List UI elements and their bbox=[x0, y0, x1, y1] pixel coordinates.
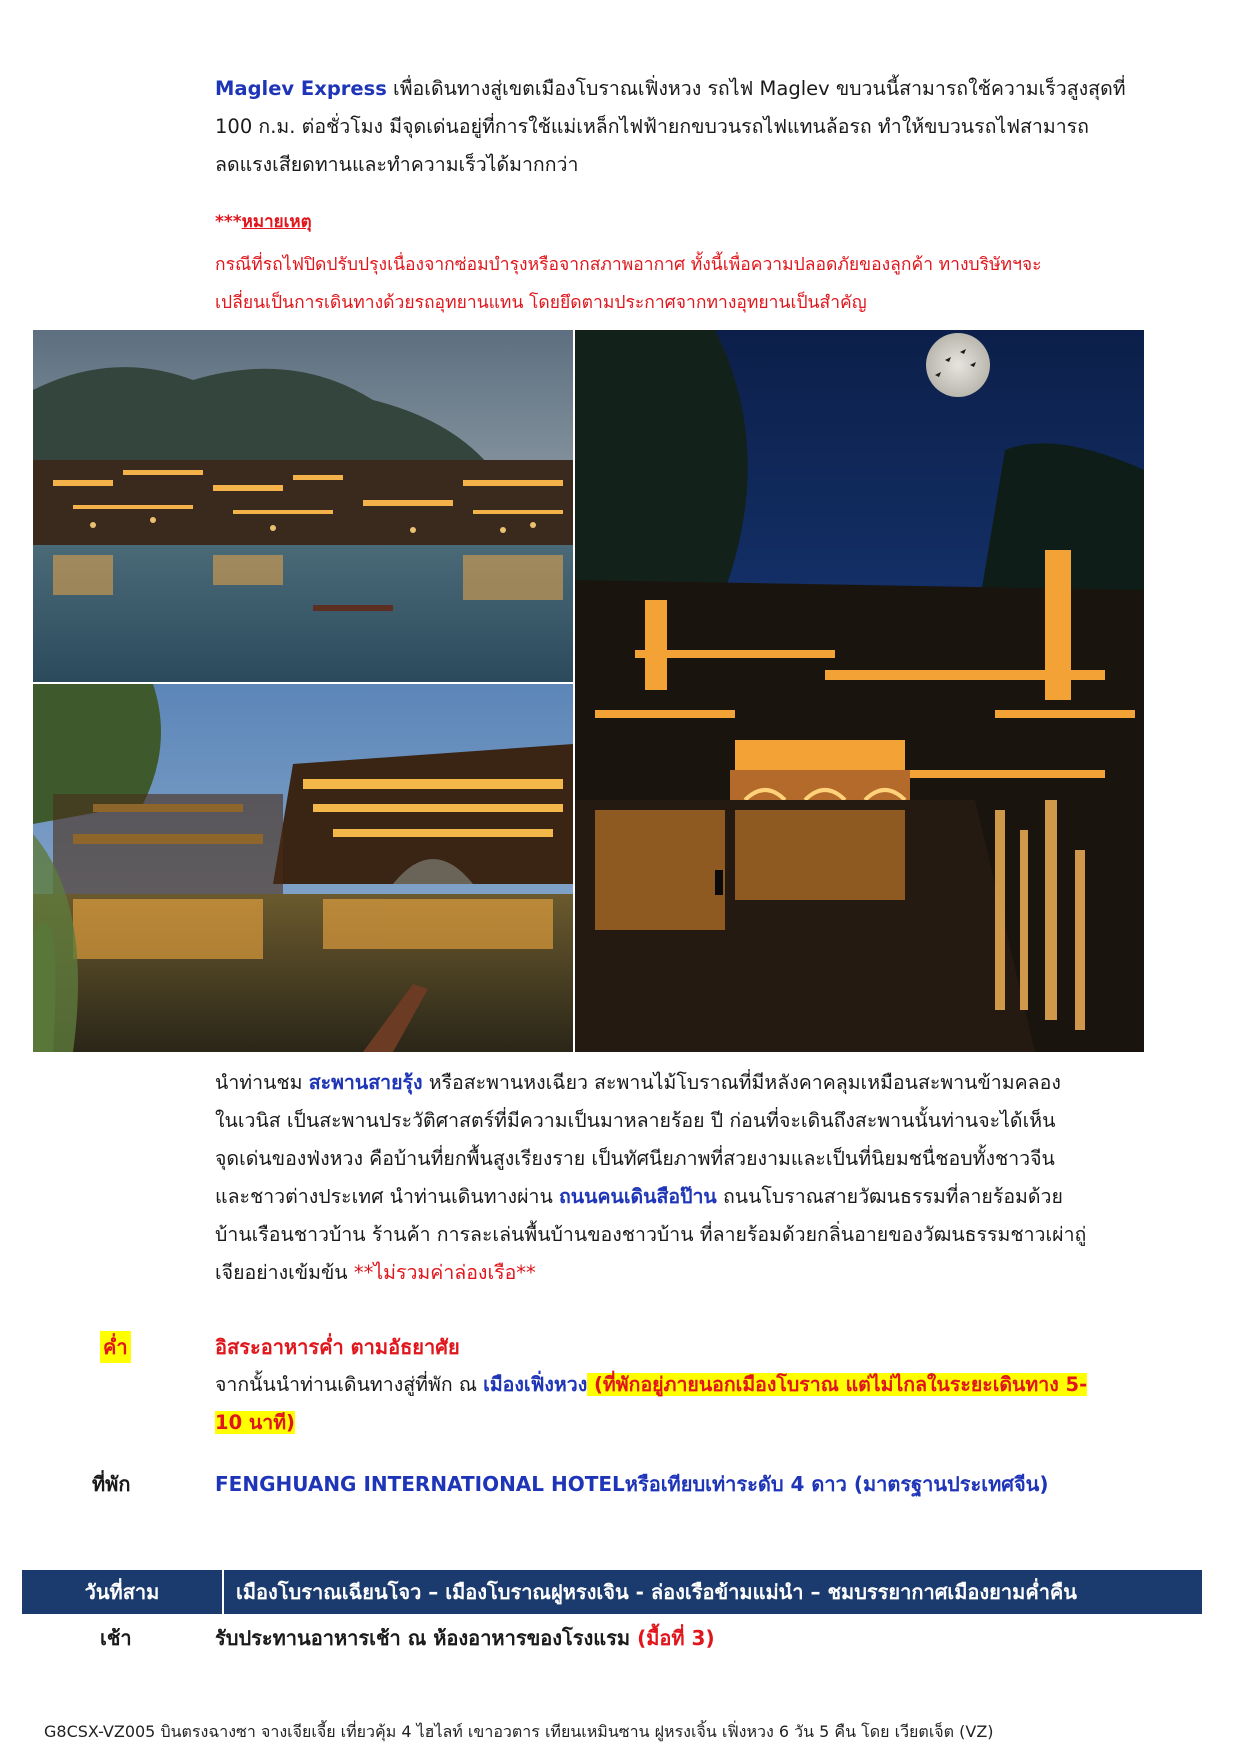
fenghuang-city: เมืองเฟิ่งหวง bbox=[483, 1373, 588, 1396]
maglev-line-1: เพื่อเดินทางสู่เขตเมืองโบราณเฟิ่งหวง รถไฟ Maglev ขบวนนี้สามารถใช้ความเร็วสูงสุดที่ bbox=[386, 77, 1126, 100]
breakfast-description: รับประทานอาหารเช้า ณ ห้องอาหารของโรงแรม bbox=[215, 1626, 638, 1650]
hotel-label: ที่พัก bbox=[92, 1472, 131, 1496]
boat-excluded-note: **ไม่รวมค่าล่องเรือ** bbox=[353, 1261, 536, 1284]
hotel-location-note-2: 10 นาที) bbox=[215, 1411, 295, 1434]
dinner-line-1a: จากนั้นนำท่านเดินทางสู่ที่พัก ณ bbox=[215, 1373, 484, 1396]
note-stars: *** bbox=[215, 212, 242, 232]
page-footer: G8CSX-VZ005 บินตรงฉางซา จางเจียเจี้ย เที่ยวคุ้ม 4 ไฮไลท์ เขาอวตาร เทียนเหมินซาน ฝูหรงเจิ้น เฟิ่งหวง 6 วัน 5 คืน โดย เวียตเจ็ต (VZ) bbox=[44, 1722, 994, 1741]
day-3-title: เมืองโบราณเฉียนโจว – เมืองโบราณฝูหรงเจิน - ล่องเรือข้ามแม่นำ – ชมบรรยากาศเมืองยามค่ำคืน bbox=[236, 1580, 1077, 1604]
bridge-line-1a: นำท่านชม bbox=[215, 1071, 309, 1094]
walking-street-name: ถนนคนเดินสือป๊าน bbox=[558, 1185, 717, 1208]
hotel-location-note: (ที่พักอยู่ภายนอกเมืองโบราณ แต่ไม่ไกลในระยะเดินทาง 5- bbox=[587, 1373, 1088, 1396]
day-3-label: วันที่สาม bbox=[84, 1580, 160, 1604]
dinner-paragraph bbox=[215, 1366, 1195, 1442]
note-body bbox=[215, 246, 1195, 322]
rainbow-bridge-paragraph bbox=[215, 1064, 1195, 1292]
breakfast-text bbox=[215, 1622, 715, 1654]
photo-rainbow-bridge-night bbox=[33, 684, 573, 1052]
bridge-line-4a: และชาวต่างประเทศ นำท่านเดินทางผ่าน bbox=[215, 1185, 559, 1208]
photo-fenghuang-moonlight bbox=[575, 330, 1144, 1052]
bridge-line-1c: หรือสะพานหงเฉียว สะพานไม้โบราณที่มีหลังคาคลุมเหมือนสะพานข้ามคลอง bbox=[422, 1071, 1061, 1094]
day-3-header bbox=[22, 1570, 1202, 1614]
meal-number: (มื้อที่ 3) bbox=[637, 1626, 715, 1650]
bridge-line-4c: ถนนโบราณสายวัฒนธรรมที่ลายร้อมด้วย bbox=[716, 1185, 1063, 1208]
note-heading bbox=[215, 208, 312, 235]
maglev-paragraph bbox=[215, 70, 1195, 184]
hotel-name: FENGHUANG INTERNATIONAL HOTELหรือเทียบเท่าระดับ 4 ดาว (มาตรฐานประเทศจีน) bbox=[215, 1472, 1049, 1496]
breakfast-label: เช้า bbox=[100, 1626, 132, 1650]
note-line-1: กรณีที่รถไฟปิดปรับปรุงเนื่องจากซ่อมบำรุงหรือจากสภาพอากาศ ทั้งนี้เพื่อความปลอดภัยของลูกค้า ทางบริษัทฯจะ bbox=[215, 255, 1042, 275]
photo-fenghuang-river-dusk bbox=[33, 330, 573, 682]
dinner-title: อิสระอาหารค่ำ ตามอัธยาศัย bbox=[215, 1335, 460, 1359]
dinner-label: ค่ำ bbox=[100, 1331, 131, 1363]
maglev-line-2: 100 ก.ม. ต่อชั่วโมง มีจุดเด่นอยู่ที่การใช้แม่เหล็กไฟฟ้ายกขบวนรถไฟแทนล้อรถ ทำให้ขบวนรถไฟสามารถ bbox=[215, 115, 1089, 138]
maglev-line-3: ลดแรงเสียดทานและทำความเร็วได้มากกว่า bbox=[215, 153, 579, 176]
bridge-line-6a: เจียอย่างเข้มข้น bbox=[215, 1261, 354, 1284]
rainbow-bridge-name: สะพานสายรุ้ง bbox=[308, 1071, 423, 1094]
bridge-line-3: จุดเด่นของฟ่งหวง คือบ้านที่ยกพื้นสูงเรียงราย เป็นทัศนียภาพที่สวยงามและเป็นที่นิยมชนื่ชอบทั้งชาวจีน bbox=[215, 1147, 1055, 1170]
note-title: หมายเหตุ bbox=[241, 212, 312, 232]
bridge-line-2: ในเวนิส เป็นสะพานประวัติศาสตร์ที่มีความเป็นมาหลายร้อย ปี ก่อนที่จะเดินถึงสะพานนั้นท่านจะได้เห็น bbox=[215, 1109, 1056, 1132]
bridge-line-5: บ้านเรือนชาวบ้าน ร้านค้า การละเล่นพื้นบ้านของชาวบ้าน ที่ลายร้อมด้วยกลิ่นอายของวัฒนธรรมชาวเผ่าถู่ bbox=[215, 1223, 1087, 1246]
maglev-brand: Maglev Express bbox=[215, 77, 387, 100]
note-line-2: เปลี่ยนเป็นการเดินทางด้วยรถอุทยานแทน โดยยึดตามประกาศจากทางอุทยานเป็นสำคัญ bbox=[215, 293, 867, 313]
